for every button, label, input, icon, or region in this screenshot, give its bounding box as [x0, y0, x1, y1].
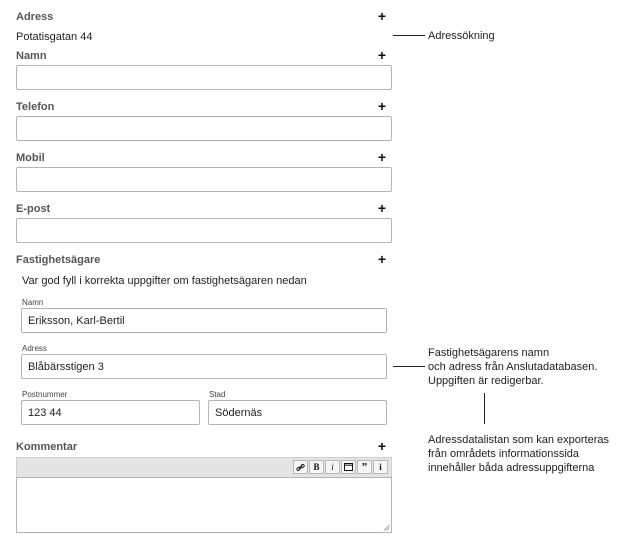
owner-name-label: Namn: [22, 298, 44, 307]
bold-button[interactable]: B: [309, 460, 324, 474]
add-phone-plus-icon[interactable]: +: [377, 98, 387, 114]
editor-toolbar: [16, 457, 392, 477]
comment-textarea[interactable]: [16, 477, 392, 533]
owner-address-input[interactable]: Blåbärsstigen 3: [21, 354, 387, 379]
owner-label: Fastighetsägare: [16, 254, 101, 266]
quote-button[interactable]: ”: [357, 460, 372, 474]
editor-toolbar-buttons: [293, 460, 388, 474]
add-owner-plus-icon[interactable]: +: [377, 251, 387, 267]
owner-postcode-input[interactable]: 123 44: [21, 400, 200, 425]
owner-callout-line-3: Uppgiften är redigerbar.: [428, 375, 544, 387]
add-comment-plus-icon[interactable]: +: [377, 438, 387, 454]
export-callout-connector: [484, 393, 485, 424]
add-email-plus-icon[interactable]: +: [377, 200, 387, 216]
owner-callout-line: [393, 366, 425, 367]
owner-city-input[interactable]: Södernäs: [208, 400, 387, 425]
owner-callout-line-1: Fastighetsägarens namn: [428, 347, 550, 359]
add-name-plus-icon[interactable]: +: [377, 47, 387, 63]
comment-label: Kommentar: [16, 441, 78, 453]
export-callout-line-1: Adressdatalistan som kan exporteras: [428, 434, 609, 446]
address-callout-line: [393, 35, 425, 36]
owner-address-label: Adress: [22, 344, 47, 353]
owner-postcode-label: Postnummer: [22, 390, 68, 399]
owner-instruction: Var god fyll i korrekta uppgifter om fastighetsägaren nedan: [22, 275, 307, 287]
link-icon-glyph: [296, 463, 305, 472]
name-label: Namn: [16, 50, 47, 62]
address-label: Adress: [16, 11, 54, 23]
add-address-plus-icon[interactable]: +: [377, 8, 387, 24]
email-input[interactable]: [16, 218, 392, 243]
add-mobile-plus-icon[interactable]: +: [377, 149, 387, 165]
owner-name-input[interactable]: Eriksson, Karl-Bertil: [21, 308, 387, 333]
owner-callout-line-2: och adress från Anslutadatabasen.: [428, 361, 598, 373]
box-icon[interactable]: [341, 460, 356, 474]
mobile-label: Mobil: [16, 152, 45, 164]
phone-input[interactable]: [16, 116, 392, 141]
name-input[interactable]: [16, 65, 392, 90]
info-button[interactable]: i: [373, 460, 388, 474]
resize-handle-icon[interactable]: [383, 524, 390, 531]
address-callout: Adressökning: [428, 30, 495, 42]
email-label: E-post: [16, 203, 51, 215]
export-callout-line-2: från områdets informationssida: [428, 448, 580, 460]
box-icon-glyph: [344, 463, 353, 471]
mobile-input[interactable]: [16, 167, 392, 192]
italic-button[interactable]: i: [325, 460, 340, 474]
export-callout-line-3: innehåller båda adressuppgifterna: [428, 462, 595, 474]
owner-city-label: Stad: [209, 390, 226, 399]
phone-label: Telefon: [16, 101, 55, 113]
link-icon[interactable]: [293, 460, 308, 474]
address-value: Potatisgatan 44: [16, 31, 93, 43]
